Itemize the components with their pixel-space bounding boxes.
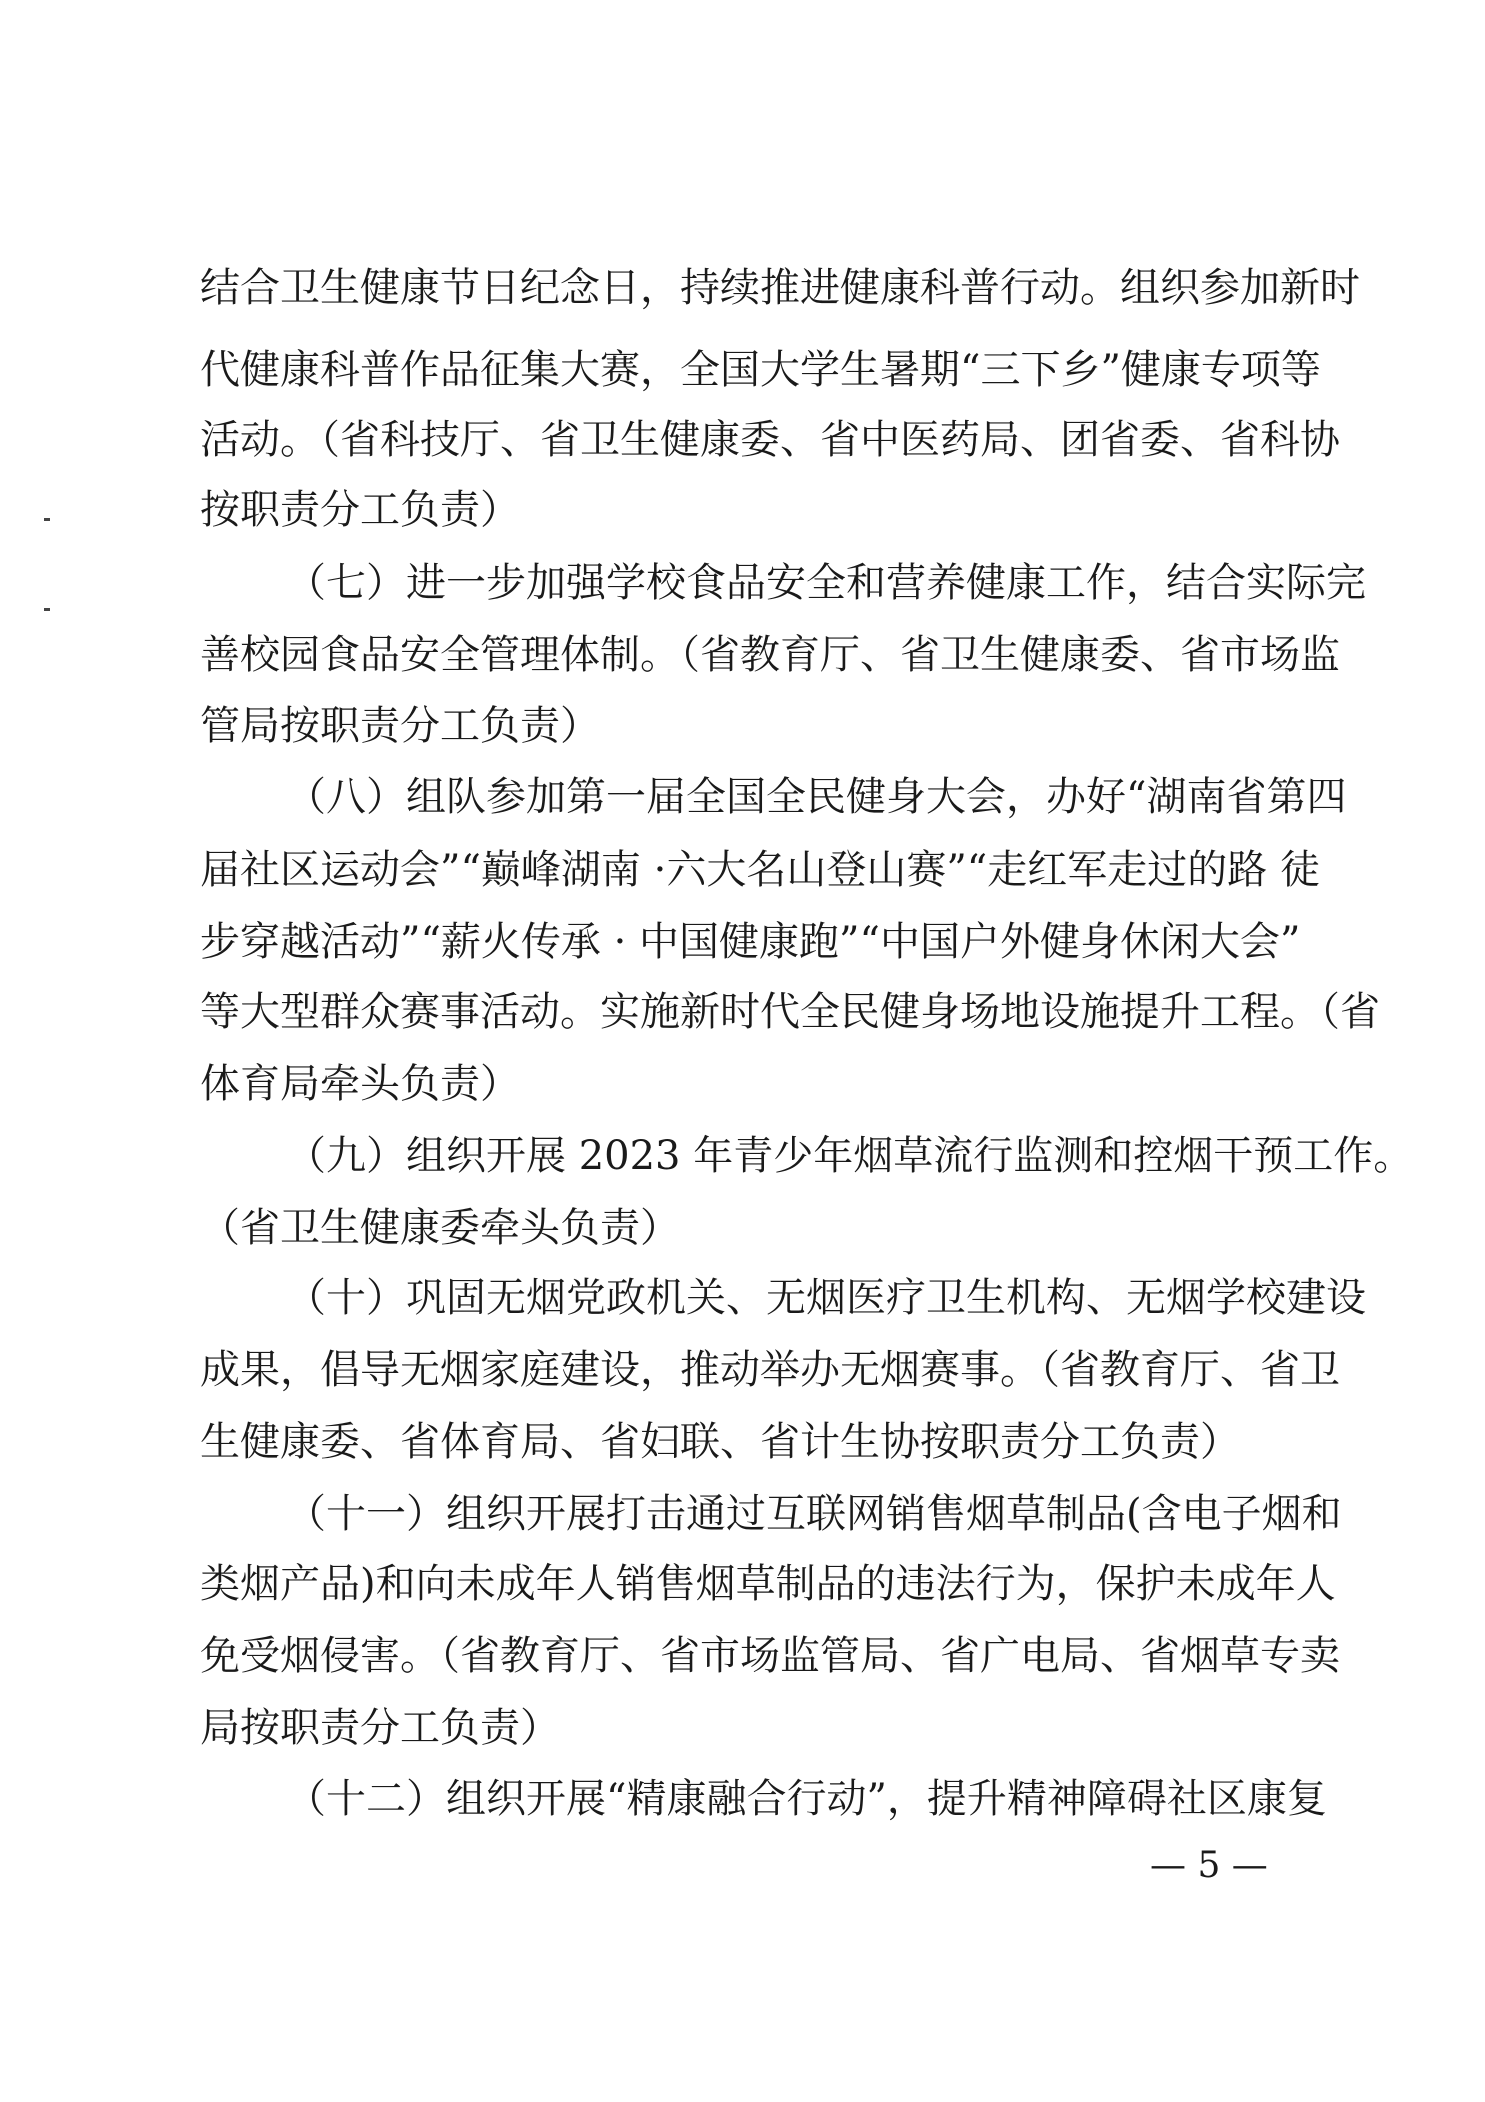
text-line: 局按职责分工负责） bbox=[200, 1705, 560, 1751]
page-number: — 5 — bbox=[1150, 1845, 1268, 1886]
text-line: 结合卫生健康节日纪念日，持续推进健康科普行动。组织参加新时 bbox=[200, 265, 1360, 311]
text-line: （七）进一步加强学校食品安全和营养健康工作，结合实际完 bbox=[286, 560, 1366, 606]
text-line: （省卫生健康委牵头负责） bbox=[200, 1205, 680, 1251]
text-line: 届社区运动会”“巅峰湖南 ·六大名山登山赛”“走红军走过的路 徒 bbox=[200, 847, 1320, 893]
text-line: 体育局牵头负责） bbox=[200, 1061, 520, 1107]
text-line: 步穿越活动”“薪火传承 · 中国健康跑”“中国户外健身休闲大会” bbox=[200, 919, 1301, 965]
text-line: 善校园食品安全管理体制。（省教育厅、省卫生健康委、省市场监 bbox=[200, 632, 1340, 678]
text-line: 等大型群众赛事活动。实施新时代全民健身场地设施提升工程。（省 bbox=[200, 989, 1380, 1035]
text-line: （十）巩固无烟党政机关、无烟医疗卫生机构、无烟学校建设 bbox=[286, 1275, 1366, 1321]
text-line: 类烟产品)和向未成年人销售烟草制品的违法行为，保护未成年人 bbox=[200, 1561, 1336, 1607]
margin-mark bbox=[44, 518, 50, 521]
text-line: （十二）组织开展“精康融合行动”，提升精神障碍社区康复 bbox=[286, 1776, 1327, 1822]
text-line: 成果，倡导无烟家庭建设，推动举办无烟赛事。（省教育厅、省卫 bbox=[200, 1347, 1340, 1393]
text-line: （十一）组织开展打击通过互联网销售烟草制品(含电子烟和 bbox=[286, 1491, 1342, 1537]
text-line: 管局按职责分工负责） bbox=[200, 703, 600, 749]
text-line: （九）组织开展 2023 年青少年烟草流行监测和控烟干预工作。 bbox=[286, 1133, 1414, 1179]
text-line: 活动。（省科技厅、省卫生健康委、省中医药局、团省委、省科协 bbox=[200, 417, 1340, 463]
text-line: 免受烟侵害。（省教育厅、省市场监管局、省广电局、省烟草专卖 bbox=[200, 1633, 1340, 1679]
text-line: （八）组队参加第一届全国全民健身大会，办好“湖南省第四 bbox=[286, 774, 1347, 820]
text-line: 代健康科普作品征集大赛，全国大学生暑期“三下乡”健康专项等 bbox=[200, 347, 1321, 393]
text-line: 按职责分工负责） bbox=[200, 487, 520, 533]
margin-mark bbox=[44, 608, 50, 611]
text-line: 生健康委、省体育局、省妇联、省计生协按职责分工负责） bbox=[200, 1419, 1240, 1465]
